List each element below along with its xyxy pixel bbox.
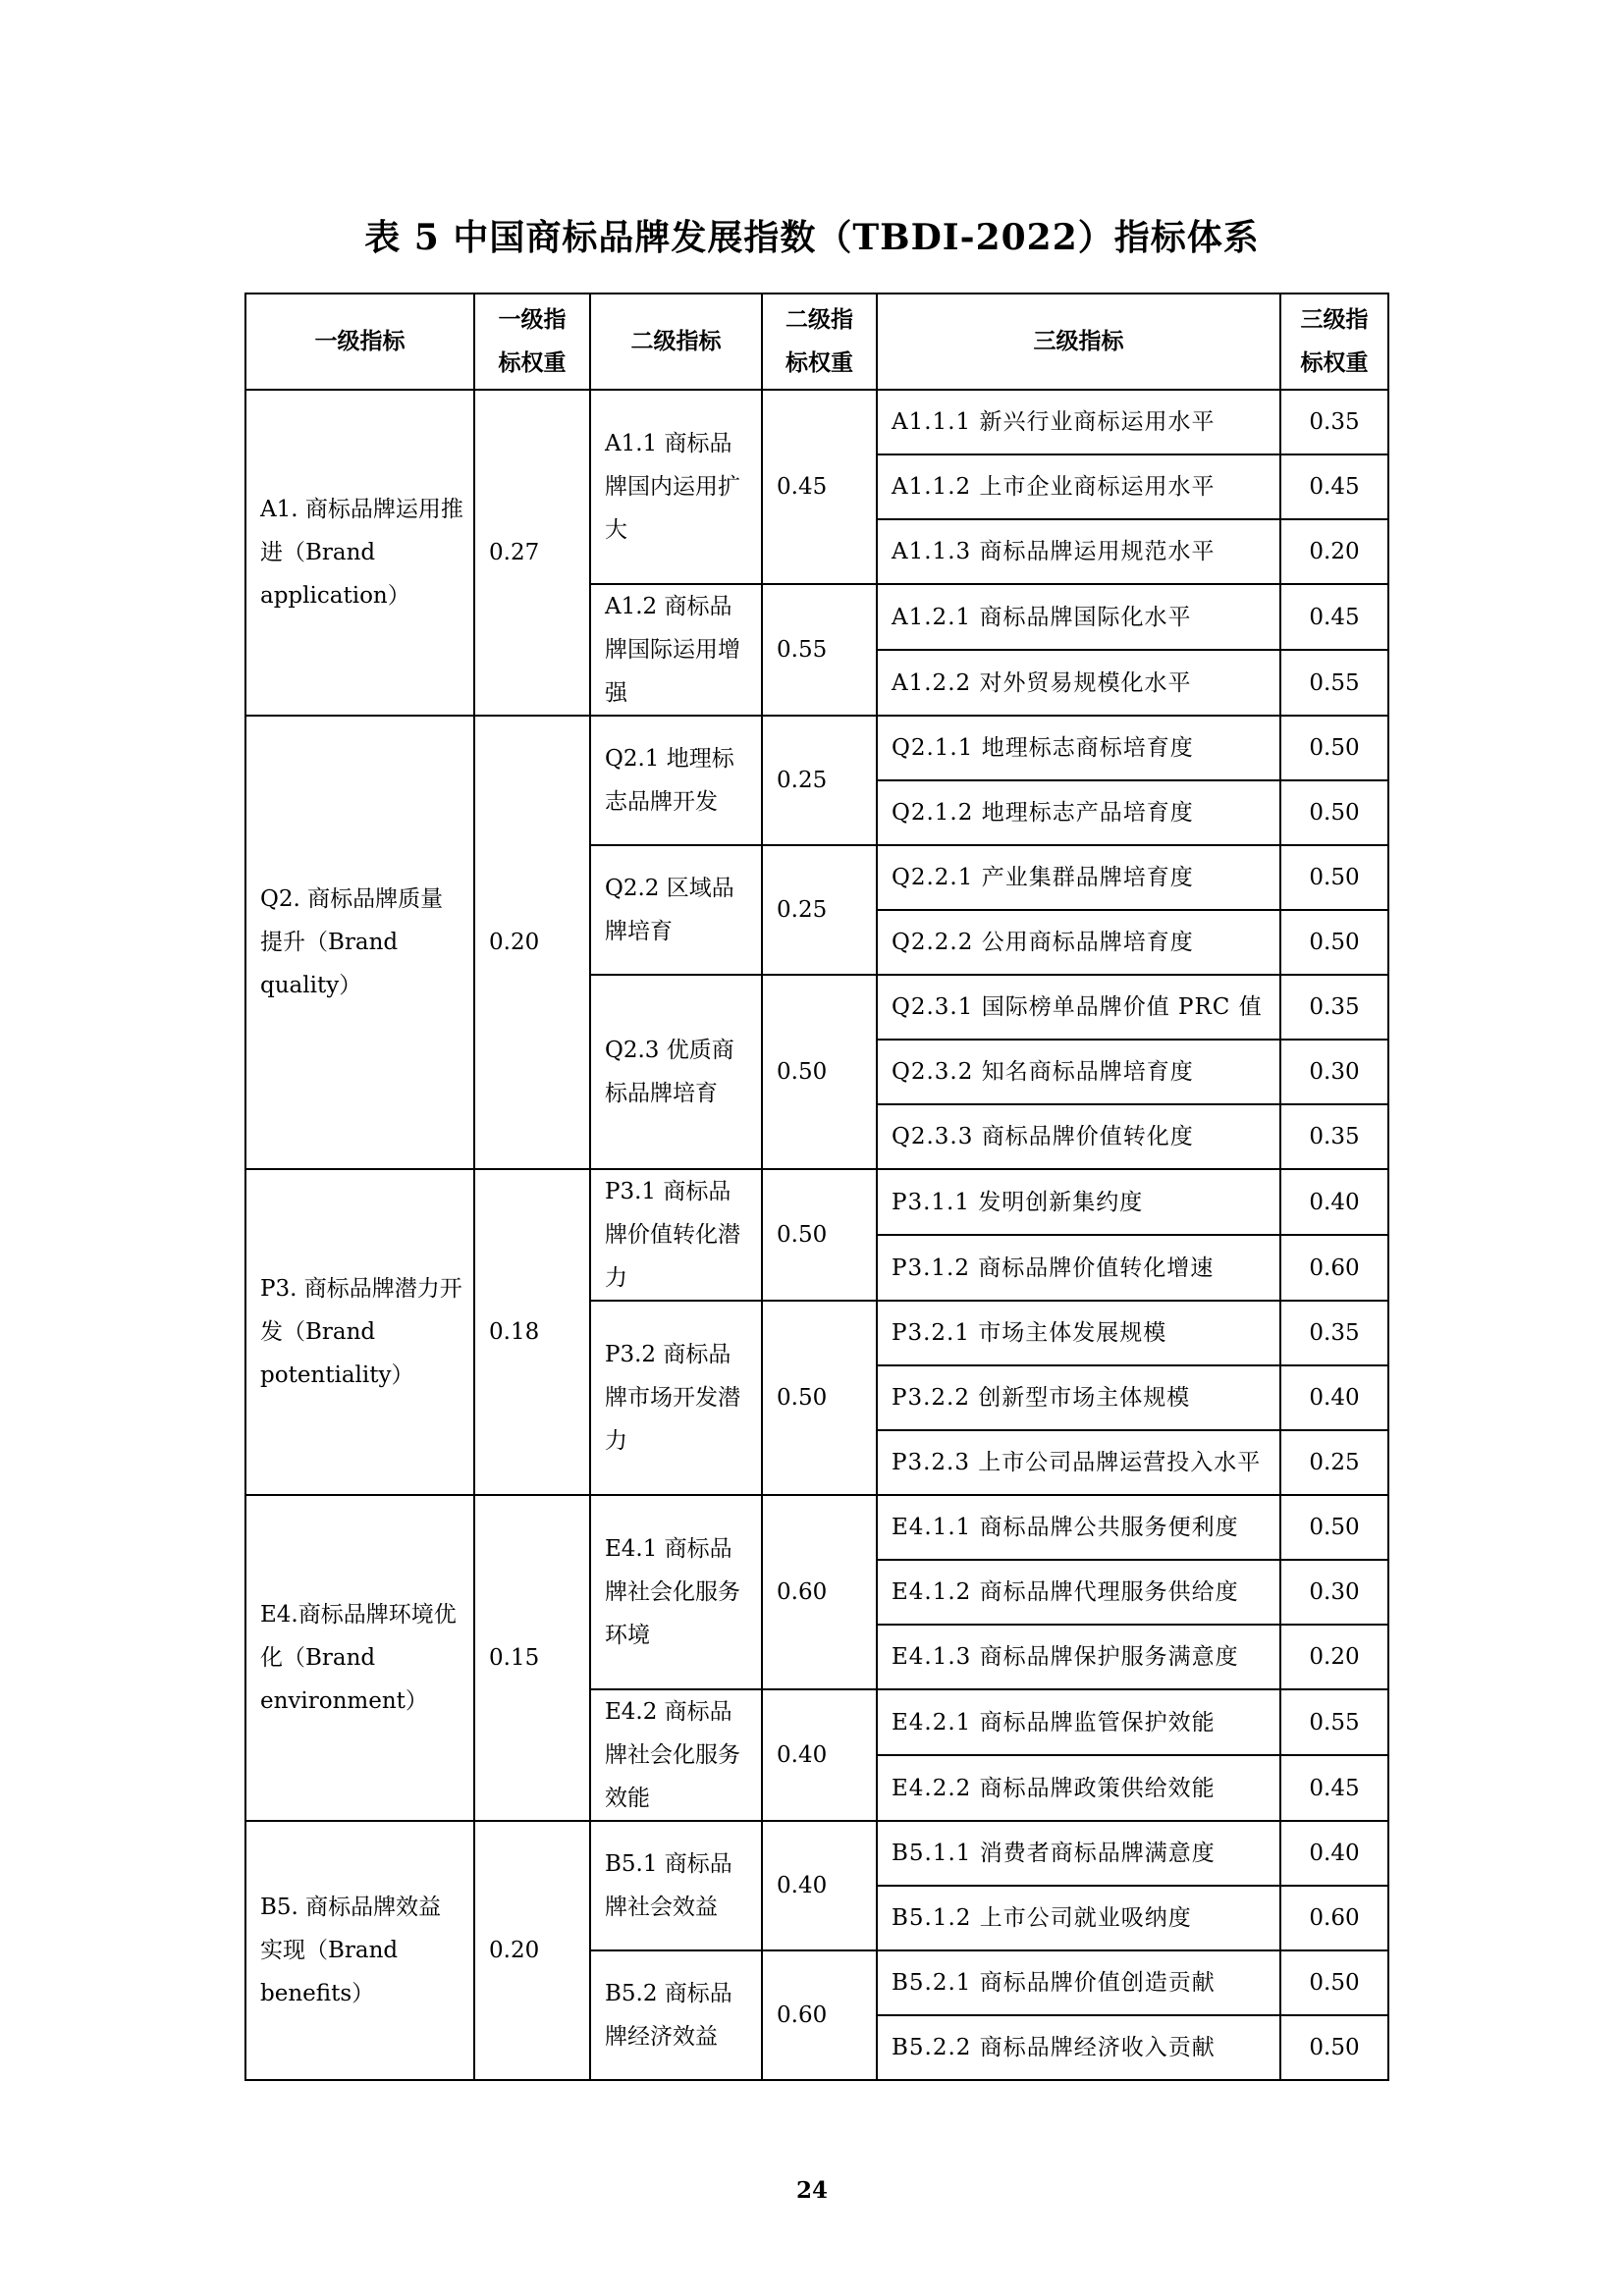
level3-weight: 0.25 [1280, 1430, 1388, 1495]
level3-weight: 0.50 [1280, 910, 1388, 975]
level3-indicator: E4.2.2 商标品牌政策供给效能 [877, 1755, 1280, 1821]
level1-indicator: A1. 商标品牌运用推进（Brand application） [245, 390, 474, 716]
level2-weight: 0.50 [762, 975, 877, 1169]
level3-indicator: E4.1.1 商标品牌公共服务便利度 [877, 1495, 1280, 1560]
level3-weight: 0.20 [1280, 519, 1388, 584]
level2-weight: 0.55 [762, 584, 877, 716]
level1-weight: 0.18 [474, 1169, 590, 1495]
level3-indicator: Q2.2.1 产业集群品牌培育度 [877, 845, 1280, 910]
level3-weight: 0.40 [1280, 1821, 1388, 1886]
level3-indicator: Q2.3.1 国际榜单品牌价值 PRC 值 [877, 975, 1280, 1040]
level1-weight: 0.27 [474, 390, 590, 716]
level3-indicator: Q2.3.3 商标品牌价值转化度 [877, 1104, 1280, 1169]
level3-weight: 0.30 [1280, 1560, 1388, 1625]
level2-weight: 0.45 [762, 390, 877, 584]
level3-indicator: Q2.3.2 知名商标品牌培育度 [877, 1040, 1280, 1104]
level2-weight: 0.60 [762, 1495, 877, 1689]
header-level3: 三级指标 [877, 294, 1280, 390]
level3-indicator: B5.1.1 消费者商标品牌满意度 [877, 1821, 1280, 1886]
level2-indicator: E4.2 商标品牌社会化服务效能 [590, 1689, 762, 1821]
level3-weight: 0.50 [1280, 780, 1388, 845]
header-level2: 二级指标 [590, 294, 762, 390]
level3-weight: 0.40 [1280, 1365, 1388, 1430]
level2-indicator: Q2.3 优质商标品牌培育 [590, 975, 762, 1169]
header-level3-weight: 三级指 标权重 [1280, 294, 1388, 390]
level1-weight: 0.15 [474, 1495, 590, 1821]
level3-indicator: A1.2.1 商标品牌国际化水平 [877, 584, 1280, 650]
page-number: 24 [795, 2177, 828, 2204]
level3-indicator: A1.1.1 新兴行业商标运用水平 [877, 390, 1280, 454]
level3-indicator: A1.1.2 上市企业商标运用水平 [877, 454, 1280, 519]
table-header-row [245, 294, 1388, 390]
level3-indicator: B5.2.2 商标品牌经济收入贡献 [877, 2015, 1280, 2080]
level2-weight: 0.50 [762, 1169, 877, 1301]
level3-indicator: E4.2.1 商标品牌监管保护效能 [877, 1689, 1280, 1755]
table-row [245, 716, 1388, 780]
level1-indicator: E4.商标品牌环境优化（Brand environment） [245, 1495, 474, 1821]
level2-indicator: Q2.1 地理标志品牌开发 [590, 716, 762, 845]
level2-indicator: B5.1 商标品牌社会效益 [590, 1821, 762, 1950]
level2-indicator: E4.1 商标品牌社会化服务环境 [590, 1495, 762, 1689]
level3-indicator: P3.2.2 创新型市场主体规模 [877, 1365, 1280, 1430]
header-level1-weight: 一级指 标权重 [474, 294, 590, 390]
level2-indicator: A1.2 商标品牌国际运用增强 [590, 584, 762, 716]
level3-indicator: P3.2.1 市场主体发展规模 [877, 1301, 1280, 1365]
level3-weight: 0.30 [1280, 1040, 1388, 1104]
level1-indicator: B5. 商标品牌效益实现（Brand benefits） [245, 1821, 474, 2080]
level2-weight: 0.50 [762, 1301, 877, 1495]
level3-indicator: P3.1.1 发明创新集约度 [877, 1169, 1280, 1235]
level1-weight: 0.20 [474, 1821, 590, 2080]
level1-indicator: P3. 商标品牌潜力开发（Brand potentiality） [245, 1169, 474, 1495]
level3-indicator: P3.2.3 上市公司品牌运营投入水平 [877, 1430, 1280, 1495]
table-row [245, 1821, 1388, 1886]
level3-indicator: Q2.1.1 地理标志商标培育度 [877, 716, 1280, 780]
table-row [245, 390, 1388, 454]
level3-weight: 0.45 [1280, 454, 1388, 519]
level3-weight: 0.35 [1280, 390, 1388, 454]
level3-weight: 0.45 [1280, 1755, 1388, 1821]
level2-indicator: Q2.2 区域品牌培育 [590, 845, 762, 975]
level2-weight: 0.25 [762, 716, 877, 845]
header-level1: 一级指标 [245, 294, 474, 390]
level3-weight: 0.40 [1280, 1169, 1388, 1235]
indicator-table [244, 293, 1389, 2081]
level3-weight: 0.60 [1280, 1235, 1388, 1301]
level2-indicator: B5.2 商标品牌经济效益 [590, 1950, 762, 2080]
level3-indicator: E4.1.2 商标品牌代理服务供给度 [877, 1560, 1280, 1625]
level3-indicator: E4.1.3 商标品牌保护服务满意度 [877, 1625, 1280, 1689]
level3-weight: 0.45 [1280, 584, 1388, 650]
level3-indicator: B5.2.1 商标品牌价值创造贡献 [877, 1950, 1280, 2015]
level3-weight: 0.55 [1280, 1689, 1388, 1755]
level3-indicator: A1.1.3 商标品牌运用规范水平 [877, 519, 1280, 584]
level3-indicator: P3.1.2 商标品牌价值转化增速 [877, 1235, 1280, 1301]
table-row [245, 1495, 1388, 1560]
level2-indicator: P3.2 商标品牌市场开发潜力 [590, 1301, 762, 1495]
level3-weight: 0.35 [1280, 1301, 1388, 1365]
level3-weight: 0.50 [1280, 1950, 1388, 2015]
level3-weight: 0.50 [1280, 1495, 1388, 1560]
level1-weight: 0.20 [474, 716, 590, 1169]
level2-indicator: A1.1 商标品牌国内运用扩大 [590, 390, 762, 584]
level3-indicator: A1.2.2 对外贸易规模化水平 [877, 650, 1280, 716]
level3-weight: 0.55 [1280, 650, 1388, 716]
level2-weight: 0.25 [762, 845, 877, 975]
level2-weight: 0.40 [762, 1689, 877, 1821]
level3-weight: 0.35 [1280, 975, 1388, 1040]
level3-indicator: Q2.2.2 公用商标品牌培育度 [877, 910, 1280, 975]
level2-weight: 0.60 [762, 1950, 877, 2080]
table-row [245, 1169, 1388, 1235]
level3-weight: 0.50 [1280, 716, 1388, 780]
level3-weight: 0.20 [1280, 1625, 1388, 1689]
level3-weight: 0.60 [1280, 1886, 1388, 1950]
page-title: 表 5 中国商标品牌发展指数（TBDI-2022）指标体系 [364, 217, 1260, 258]
header-level2-weight: 二级指 标权重 [762, 294, 877, 390]
level1-indicator: Q2. 商标品牌质量提升（Brand quality） [245, 716, 474, 1169]
level3-weight: 0.35 [1280, 1104, 1388, 1169]
level2-indicator: P3.1 商标品牌价值转化潜力 [590, 1169, 762, 1301]
level3-weight: 0.50 [1280, 845, 1388, 910]
level3-weight: 0.50 [1280, 2015, 1388, 2080]
level3-indicator: Q2.1.2 地理标志产品培育度 [877, 780, 1280, 845]
level2-weight: 0.40 [762, 1821, 877, 1950]
level3-indicator: B5.1.2 上市公司就业吸纳度 [877, 1886, 1280, 1950]
